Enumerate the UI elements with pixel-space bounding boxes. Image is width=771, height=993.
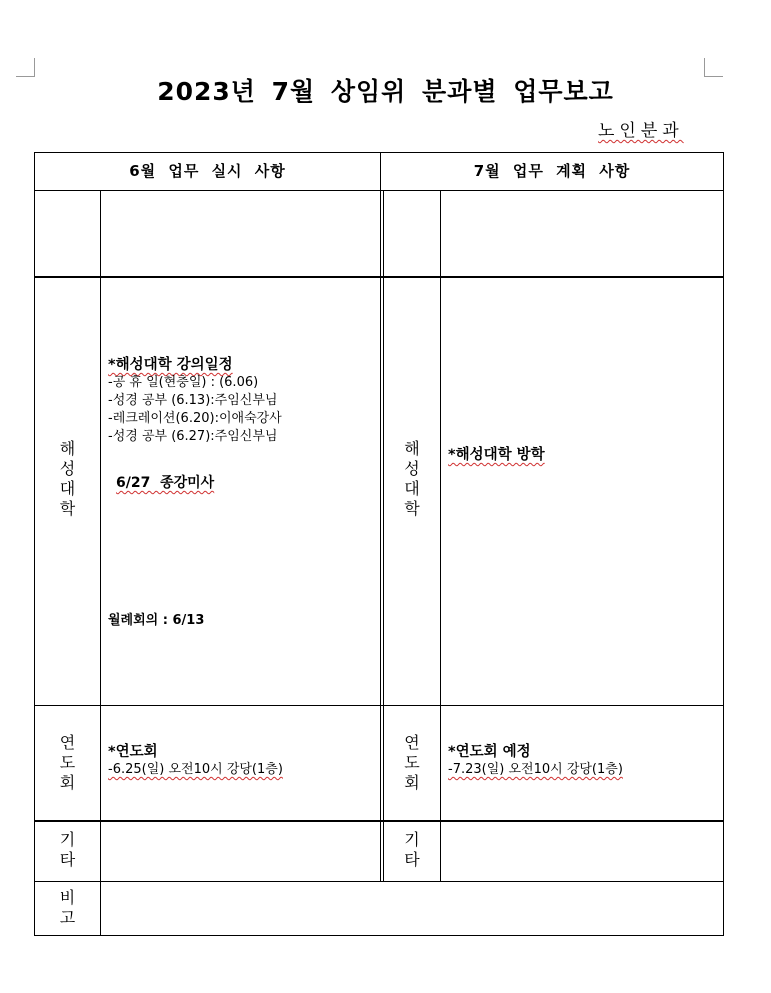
rule-col-label-right xyxy=(440,190,441,881)
rule-row1 xyxy=(35,276,723,278)
haesung-vacation: *해성대학 방학 xyxy=(448,447,545,463)
label-note: 비 고 xyxy=(59,888,76,927)
rule-row3 xyxy=(35,820,723,822)
monthly-meeting: 월례회의 : 6/13 xyxy=(108,613,205,628)
department-label: 노인분과 xyxy=(598,121,684,141)
document-title: 2023년 7월 상임위 분과별 업무보고 xyxy=(157,77,614,106)
label-yeondohoe-right: 연 도 회 xyxy=(404,733,420,792)
label-haesung-left: 해 성 대 학 xyxy=(59,439,76,518)
yeondohoe-july-content xyxy=(448,743,720,779)
header-june: 6월 업무 실시 사항 xyxy=(129,162,286,180)
schedule-line: -레크레이션(6.20):이애숙강사 xyxy=(108,411,282,426)
rule-row4 xyxy=(35,881,723,882)
yeondohoe-plan-heading: *연도회 예정 xyxy=(448,744,531,760)
label-etc-left: 기 타 xyxy=(59,830,76,869)
rule-col-label xyxy=(100,190,101,935)
haesung-june-content xyxy=(108,356,378,446)
rule-header xyxy=(35,190,723,191)
yeondohoe-date-line: -6.25(일) 오전10시 강당(1층) xyxy=(108,762,283,777)
label-etc-right: 기 타 xyxy=(404,830,420,869)
label-haesung-right: 해 성 대 학 xyxy=(404,439,420,518)
report-table xyxy=(34,152,724,936)
schedule-line: -공 휴 일(현충일) : (6.06) xyxy=(108,375,259,390)
haesung-schedule-heading: *해성대학 강의일정 xyxy=(108,357,233,373)
rule-col-mid-a xyxy=(380,153,381,881)
rule-row2 xyxy=(35,705,723,706)
header-july: 7월 업무 계획 사항 xyxy=(473,162,631,180)
schedule-line: -성경 공부 (6.13):주임신부님 xyxy=(108,393,278,408)
schedule-line: -성경 공부 (6.27):주임신부님 xyxy=(108,429,278,444)
yeondohoe-plan-line: -7.23(일) 오전10시 강당(1층) xyxy=(448,762,623,777)
yeondohoe-heading: *연도회 xyxy=(108,744,158,760)
yeondohoe-june-content xyxy=(108,743,378,779)
label-yeondohoe-left: 연 도 회 xyxy=(59,733,76,792)
closing-mass: 6/27 종강미사 xyxy=(116,475,215,491)
